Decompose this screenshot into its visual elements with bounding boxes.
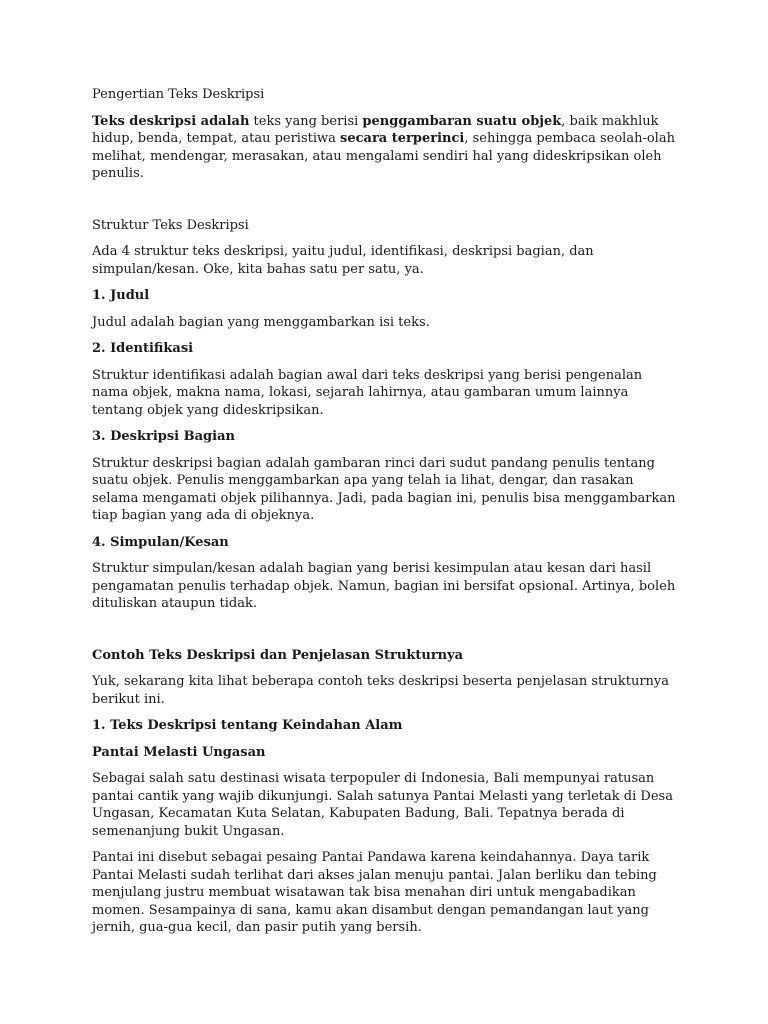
struktur-intro: Ada 4 struktur teks deskripsi, yaitu judul, identifikasi, deskripsi bagian, dan simpulan/kesan. Oke, kita bahas satu per satu, ya. [92, 244, 594, 277]
intro-text-3: , sehingga pembaca seolah-olah melihat, mendengar, merasakan, atau mengalami sendiri hal yang dideskripsikan oleh penulis. [92, 131, 675, 181]
example-1-paragraph-2: Pantai ini disebut sebagai pesaing Pantai Pandawa karena keindahannya. Daya tarik Pantai Melasti sudah terlihat dari akses jalan menuju pantai. Jalan berliku dan tebing menjulang justru membuat wisatawan tak bisa menahan diri untuk mengabadikan momen. Sesampainya di sana, kamu akan disambut dengan pemandangan laut yang jernih, gua-gua kecil, dan pasir putih yang bersih. [92, 850, 657, 935]
section-2-heading: 2. Identifikasi [92, 341, 194, 356]
contoh-intro: Yuk, sekarang kita lihat beberapa contoh teks deskripsi beserta penjelasan strukturnya berikut ini. [92, 674, 670, 707]
intro-text-1: teks yang berisi [249, 113, 363, 129]
struktur-heading: Struktur Teks Deskripsi [92, 217, 249, 233]
section-1-heading: 1. Judul [92, 288, 150, 303]
section-2-text: Struktur identifikasi adalah bagian awal dari teks deskripsi yang berisi pengenalan nama objek, makna nama, lokasi, sejarah lahirnya, atau gambaran umum lainnya tentang objek yang dideskripsikan. [92, 367, 643, 418]
intro-bold-phrase: penggambaran suatu objek [362, 113, 562, 129]
section-4-text: Struktur simpulan/kesan adalah bagian yang berisi kesimpulan atau kesan dari hasil pengamatan penulis terhadap objek. Namun, bagian ini bersifat opsional. Artinya, boleh dituliskan ataupun tidak. [92, 561, 676, 611]
example-1-title: Pantai Melasti Ungasan [92, 744, 266, 760]
example-1-paragraph-1: Sebagai salah satu destinasi wisata terpopuler di Indonesia, Bali mempunyai ratusan pantai cantik yang wajib dikunjungi. Salah satunya Pantai Melasti yang terletak di Desa Ungasan, Kecamatan Kuta Selatan, Kabupaten Badung, Bali. Tepatnya berada di semenanjung bukit Ungasan. [92, 771, 673, 839]
intro-paragraph [92, 113, 682, 183]
document-title: Pengertian Teks Deskripsi [92, 87, 265, 102]
document-page [92, 86, 682, 937]
example-1-heading: 1. Teks Deskripsi tentang Keindahan Alam [92, 718, 403, 733]
section-3-text: Struktur deskripsi bagian adalah gambaran rinci dari sudut pandang penulis tentang suatu objek. Penulis menggambarkan apa yang telah ia lihat, dengar, dan rasakan selama mengamati objek pilihannya. Jadi, pada bagian ini, penulis bisa menggambarkan tiap bagian yang ada di objeknya. [92, 455, 676, 523]
intro-bold-detail: secara terperinci [340, 131, 465, 146]
section-1-text: Judul adalah bagian yang menggambarkan isi teks. [92, 314, 430, 330]
contoh-heading: Contoh Teks Deskripsi dan Penjelasan Strukturnya [92, 647, 464, 663]
section-4-heading: 4. Simpulan/Kesan [92, 534, 229, 550]
section-3-heading: 3. Deskripsi Bagian [92, 429, 235, 444]
intro-bold-term: Teks deskripsi adalah [92, 113, 250, 129]
intro-text-2: , baik makhluk hidup, benda, tempat, atau peristiwa [92, 113, 659, 146]
